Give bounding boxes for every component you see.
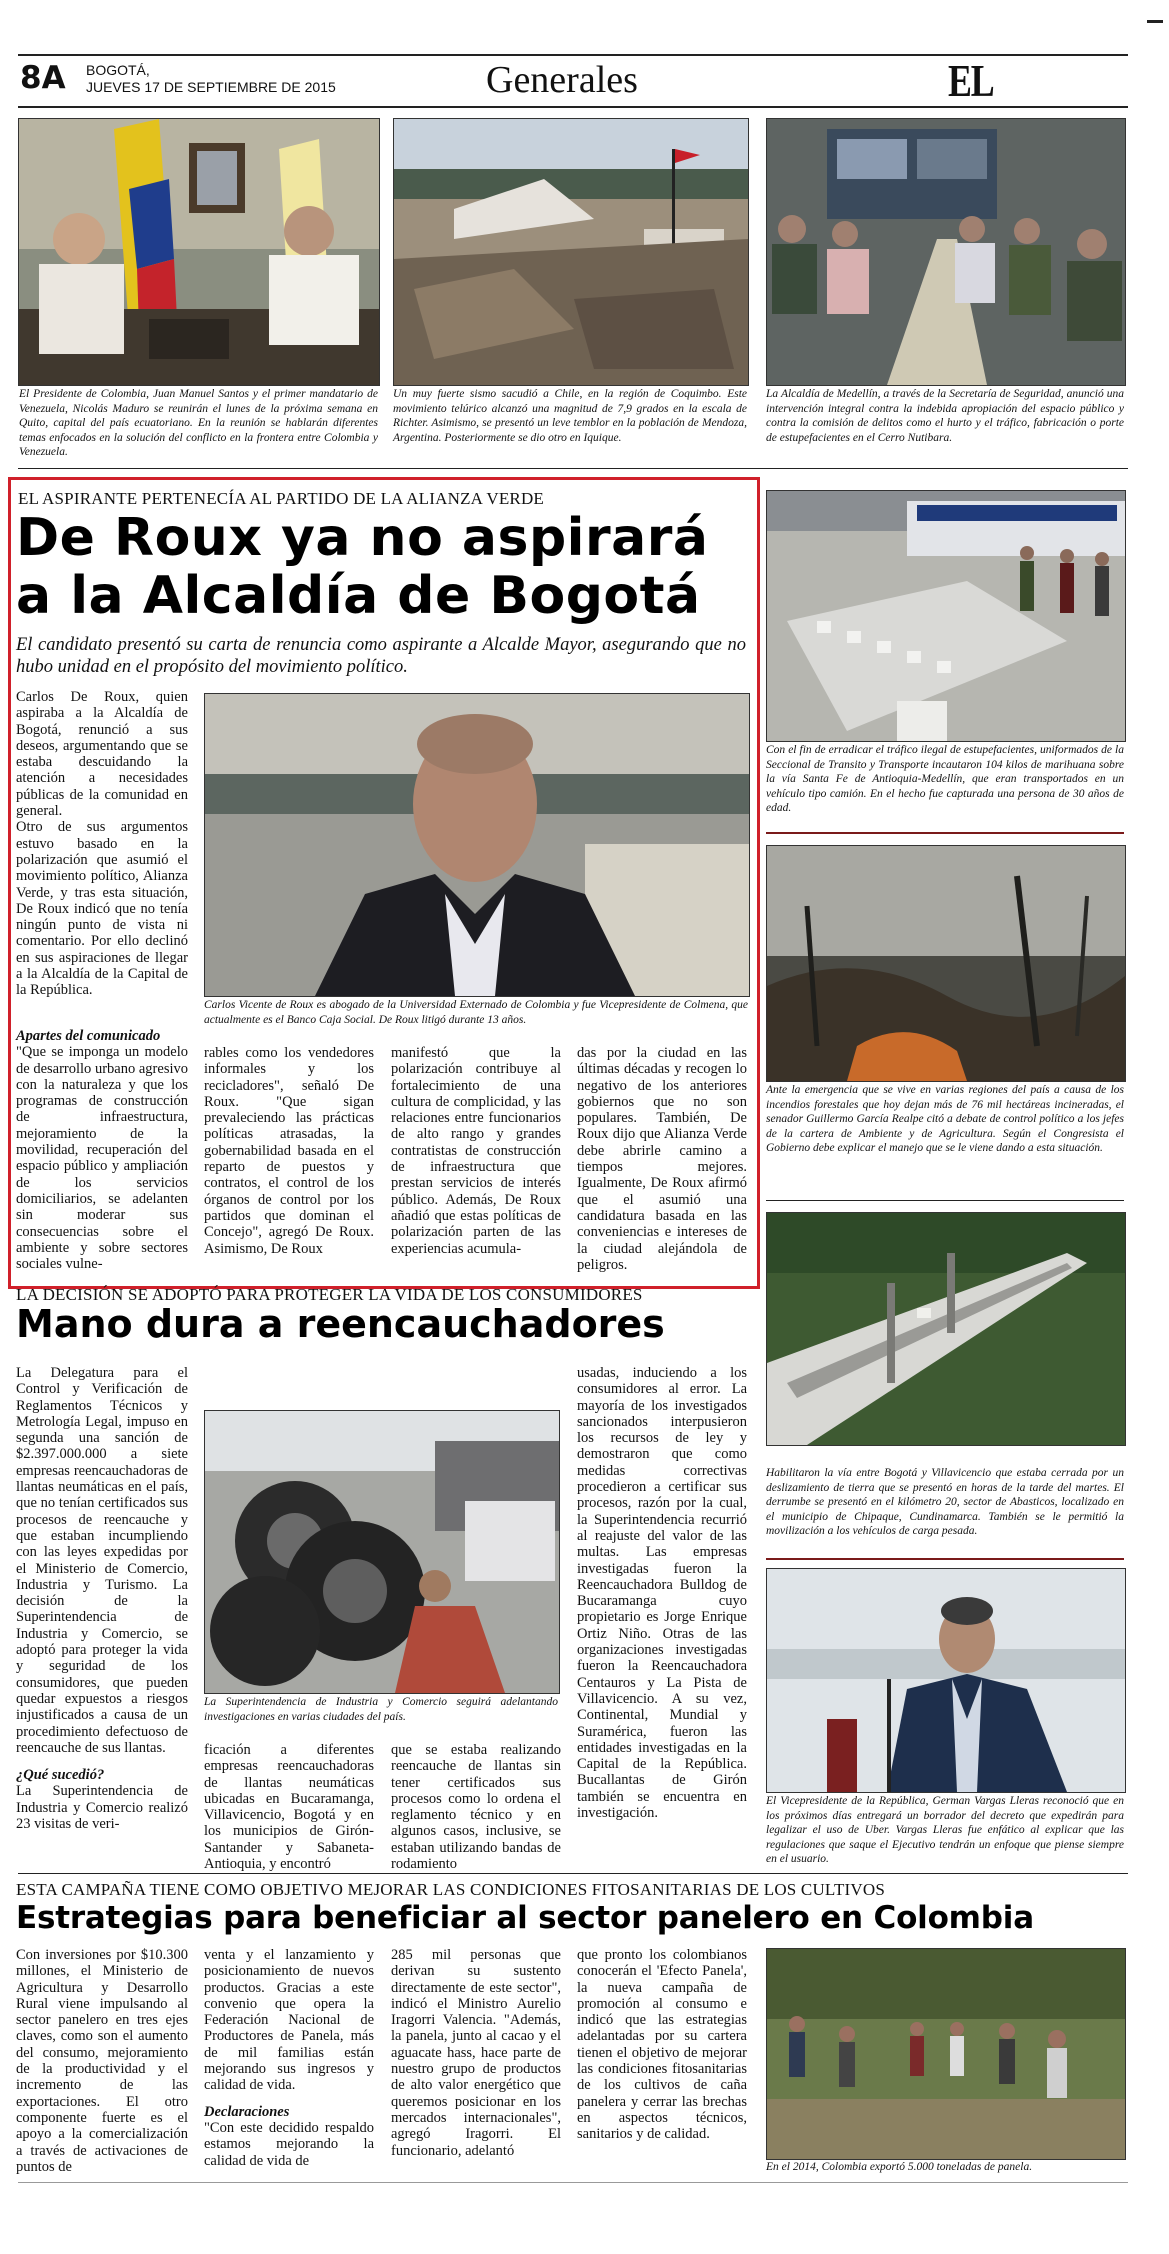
article3-subhead: Declaraciones [204,2103,290,2120]
article1-intro: Carlos De Roux, quien aspiraba a la Alcaldía de Bogotá, renunció a sus deseos, argumentando que se estaba descuidando la atención a necesidades públicas de la comunidad en general. [16,689,188,820]
photo-carlos-de-roux [204,693,750,997]
article3-col2-text: venta y el lanzamiento y posicionamiento de nuevos productos. Gracias a este convenio que opera la Federación Nacional de Productores de Panela, más de mil familias están mejorando sus ingresos y calidad de vida. [204,1947,374,2094]
article2-col3: que se estaba realizando reencauche de llantas sin tener certificados sus procesos como lo ordena el reglamento técnico y en algunos casos, inclusive, se estaban utilizando bandas de rodamiento [391,1742,561,1873]
caption-medellin: La Alcaldía de Medellín, a través de la Secretaría de Seguridad, anunció una intervención integral contra la indebida apropiación del espacio público y contra la comisión de delitos como el hurto y el tráfico, fabricación o porte de estupefacientes en el Cerro Nutibara. [766,388,1124,444]
photo-santos-maduro [18,118,380,386]
article3-col2 [204,1947,374,2169]
separator-article3 [18,1873,1128,1874]
article1-col4: das por la ciudad en las últimas décadas y recogen lo negativo de los anteriores gobiernos que no son populares. También, De Roux dijo que Alianza Verde debe abrirle camino a tiempos mejores. Igualmente, De Roux afirmó que el asumió una candidatura basada en las conveniencias e intereses de la ciudad alejándola de peligros. [577,1045,747,1273]
caption-forest-fire: Ante la emergencia que se vive en varias regiones del país a causa de los incendios forestales que hoy dejan más de 76 mil hectáreas incineradas, el senador Guillermo García Realpe citó a debate de control político a los jefes de la cartera de Ambiente y de Agricultura. Según el Congresista el Gobierno debe explicar el manejo que se le viene dando a esta situación. [766,1084,1124,1154]
article2-col1b-text: La Superintendencia de Industria y Comercio realizó 23 visitas de veri- [16,1783,188,1833]
photo-chile-earthquake [393,118,749,386]
photo-vargas-lleras [766,1568,1126,1793]
article1-col3: manifestó que la polarización contribuye al fortalecimiento de una cultura de complicidad, y las relaciones entre funcionarios de alto rango y grandes contratistas de construcción de infraestructura que prestan servicios de interés público. Además, De Roux añadió que estas políticas de polarización parten de las experiencias acumula- [391,1045,561,1257]
article3-col3: 285 mil personas que derivan su sustento directamente de este sector", indicó el Ministro Aurelio Iragorri Valencia. "Además, la panela, junto al cacao y el aguacate hass, hace parte de nuestro grupo de productos de alto valor energético que queremos posicionar en los mercados internacionales", agregó Iragorri. El funcionario, adelantó [391,1947,561,2159]
article1-col1 [16,1028,188,1272]
separator-top-photos [18,468,1128,469]
caption-marijuana: Con el fin de erradicar el tráfico ilegal de estupefacientes, uniformados de la Seccional de Transito y Transporte incautaron 104 kilos de marihuana sobre la vía Santa Fe de Antioquia-Medellín, que eran transportados en un vehículo tipo camión. En el hecho fue capturada una persona de 30 años de edad. [766,744,1124,814]
article2-col2: ficación a diferentes empresas reencauchadoras de llantas neumáticas ubicadas en Bucaramanga, Villavicencio, Bogotá y en los municipios de Girón-Santander y Sabaneta-Antioquia, y encontró [204,1742,374,1873]
page-number: 8A [20,60,66,96]
caption-chile-earthquake: Un muy fuerte sismo sacudió a Chile, en la región de Coquimbo. Este movimiento telúrico alcanzó una magnitud de 7,9 grados en la escala de Richter. Asimismo, se presentó un leve temblor en la población de Mendoza, Argentina. Posteriormente se dio otro en Iquique. [393,388,747,444]
section-title: Generales [486,59,638,101]
article3-col2b-text: "Con este decidido respaldo estamos mejorando la calidad de vida de [204,2119,374,2169]
photo-panela-field [766,1948,1126,2160]
article2-col1-text: La Delegatura para el Control y Verificación de Reglamentos Técnicos y Metrología Legal, impuso en segunda una sanción de $2.397.000.000 a siete empresas reencauchadoras de llantas neumáticas en el país, que no tenían certificados sus procesos de reencauche y que estaban incumpliendo con las leyes expedidas por el Ministerio de Comercio, Industria y Turismo. La decisión de la Superintendencia de Industria y Comercio, se adoptó para proteger la vida y seguridad de los consumidores, que pueden quedar expuestos a riesgos injustificados a causa de un procedimiento defectuoso de reencauche de sus llantas. [16,1365,188,1756]
bottom-page-rule [18,2182,1128,2183]
article2-kicker: LA DECISIÓN SE ADOPTÓ PARA PROTEGER LA VIDA DE LOS CONSUMIDORES [16,1285,643,1304]
caption-carlos-de-roux: Carlos Vicente de Roux es abogado de la Universidad Externado de Colombia y fue Vicepresidente de Colmena, que actualmente es el Banco Caja Social. De Roux litigó durante 13 años. [204,999,748,1026]
article1-col2: rables como los vendedores informales y los recicladores", señaló De Roux. "Que sigan prevaleciendo las prácticas políticas atrasadas, la gobernabilidad basada en el reparto de puestos y contratos, el control de los órganos de control por los partidos que dominan el Concejo", agregó De Roux. Asimismo, De Roux [204,1045,374,1257]
masthead-date: JUEVES 17 DE SEPTIEMBRE DE 2015 [86,79,336,95]
article1-col1-text: "Que se imponga un modelo de desarrollo urbano agresivo con la naturaleza y que los programas de construcción de infraestructura, mejoramiento de la movilidad, recuperación del espacio público y ampliación de los servicios domiciliarios, se adelanten sin moderar sus consecuencias sobre el ambiente y sobre sectores sociales vulne- [16,1044,188,1273]
article1-intro2: Otro de sus argumentos estuvo basado en la polarización que asumió el movimiento político, Alianza Verde, y tras esta situación, De Roux indicó que no tenía ningún punto de vista ni comentario. Por ello declinó en sus aspiraciones de llegar a la Alcaldía de la Capital de la República. [16,819,188,999]
caption-vargas-lleras: El Vicepresidente de la República, German Vargas Lleras reconoció que en los próximos días entregará un borrador del decreto que expedirán para legalizar el uso de Uber. Vargas Lleras fue enfático al explicar que las regulaciones que saque el Ejecutivo tendrán un enfoque que piense siempre en el usuario. [766,1795,1124,1865]
article1-headline-line1: De Roux ya no aspirará [16,508,709,568]
article3-kicker: ESTA CAMPAÑA TIENE COMO OBJETIVO MEJORAR LAS CONDICIONES FITOSANITARIAS DE LOS CULTIVOS [16,1880,886,1899]
caption-tires: La Superintendencia de Industria y Comercio seguirá adelantando investigaciones en varias ciudades del país. [204,1696,558,1723]
caption-santos-maduro: El Presidente de Colombia, Juan Manuel Santos y el primer mandatario de Venezuela, Nicolás Maduro se reunirán el lunes de la próxima semana en Quito, capital del país ecuatoriano. En la reunión se hablarán diferentes temas enfocados en la solución del conflicto en la frontera entre Colombia y Venezuela. [19,388,378,458]
article2-headline: Mano dura a reencauchadores [16,1302,665,1346]
side-separator-3 [766,1558,1124,1560]
article2-subhead: ¿Qué sucedió? [16,1767,105,1784]
photo-bogota-villavicencio-road [766,1212,1126,1446]
article2-col4: usadas, induciendo a los consumidores al error. La mayoría de los investigados sancionados interpusieron los recursos de ley y demostraron que como medidas correctivas procedieron a certificar sus procesos, razón por la cual, la Superintendencia recurrió al reajuste del valor de las multas. Las empresas investigadas fueron la Reencauchadora Bulldog de Bucaramanga cuyo propietario es Jorge Enrique Ortiz Niño. Otras de las organizaciones investigadas fueron la Reencauchadora Centauros y La Pista de Villavicencio. A su vez, Continental, Mundial y Suramérica, fueron las entidades investigadas en la Capital de la República. Bucallantas de Girón también se encuentra en investigación. [577,1365,747,1822]
article1-deck: El candidato presentó su carta de renuncia como aspirante a Alcalde Mayor, asegurando que no hubo unidad en el propósito del movimiento político. [16,635,746,677]
photo-tires [204,1410,560,1694]
photo-forest-fire [766,845,1126,1082]
photo-marijuana-seizure [766,490,1126,742]
side-separator-1 [766,832,1124,834]
caption-road: Habilitaron la vía entre Bogotá y Villavicencio que estaba cerrada por un deslizamiento de tierra que se presentó en horas de la tarde del martes. El derrumbe se presentó en el kilómetro 20, sector de Abasticos, localizado en el municipio de Chipaque, Cundinamarca. También se le permitió la movilización a los vehículos de carga pesada. [766,1467,1124,1537]
article1-headline-line2: a la Alcaldía de Bogotá [16,566,701,626]
photo-medellin-security-meeting [766,118,1126,386]
article3-col4: que pronto los colombianos conocerán el 'Efecto Panela', la nueva campaña de promoción al consumo e indicó que las estrategias adelantadas por su cartera tienen el objetivo de mejorar las condiciones fitosanitarias de los cultivos de caña panelera y cerrar las brechas en aspectos técnicos, sanitarios y de calidad. [577,1947,747,2143]
article1-kicker: EL ASPIRANTE PERTENECÍA AL PARTIDO DE LA ALIANZA VERDE [18,489,545,508]
masthead-bottom-rule [18,106,1128,108]
article1-subhead: Apartes del comunicado [16,1028,161,1044]
newspaper-logo: EL [948,55,992,106]
side-separator-2 [766,1200,1124,1201]
article2-col1 [16,1365,188,1832]
article3-headline: Estrategias para beneficiar al sector panelero en Colombia [16,1900,1034,1936]
caption-panela: En el 2014, Colombia exportó 5.000 toneladas de panela. [766,2161,1033,2173]
top-scan-mark [1147,20,1163,23]
masthead-city: BOGOTÁ, [86,62,150,78]
article1-intro-column [16,689,188,999]
article3-col1: Con inversiones por $10.300 millones, el Ministerio de Agricultura y Desarrollo Rural viene impulsando al sector panelero en tres ejes claves, como son el aumento del consumo, mejoramiento de la productividad y el incremento de las exportaciones. El otro componente fuerte es el apoyo a la comercialización a través de activaciones de puntos de [16,1947,188,2175]
